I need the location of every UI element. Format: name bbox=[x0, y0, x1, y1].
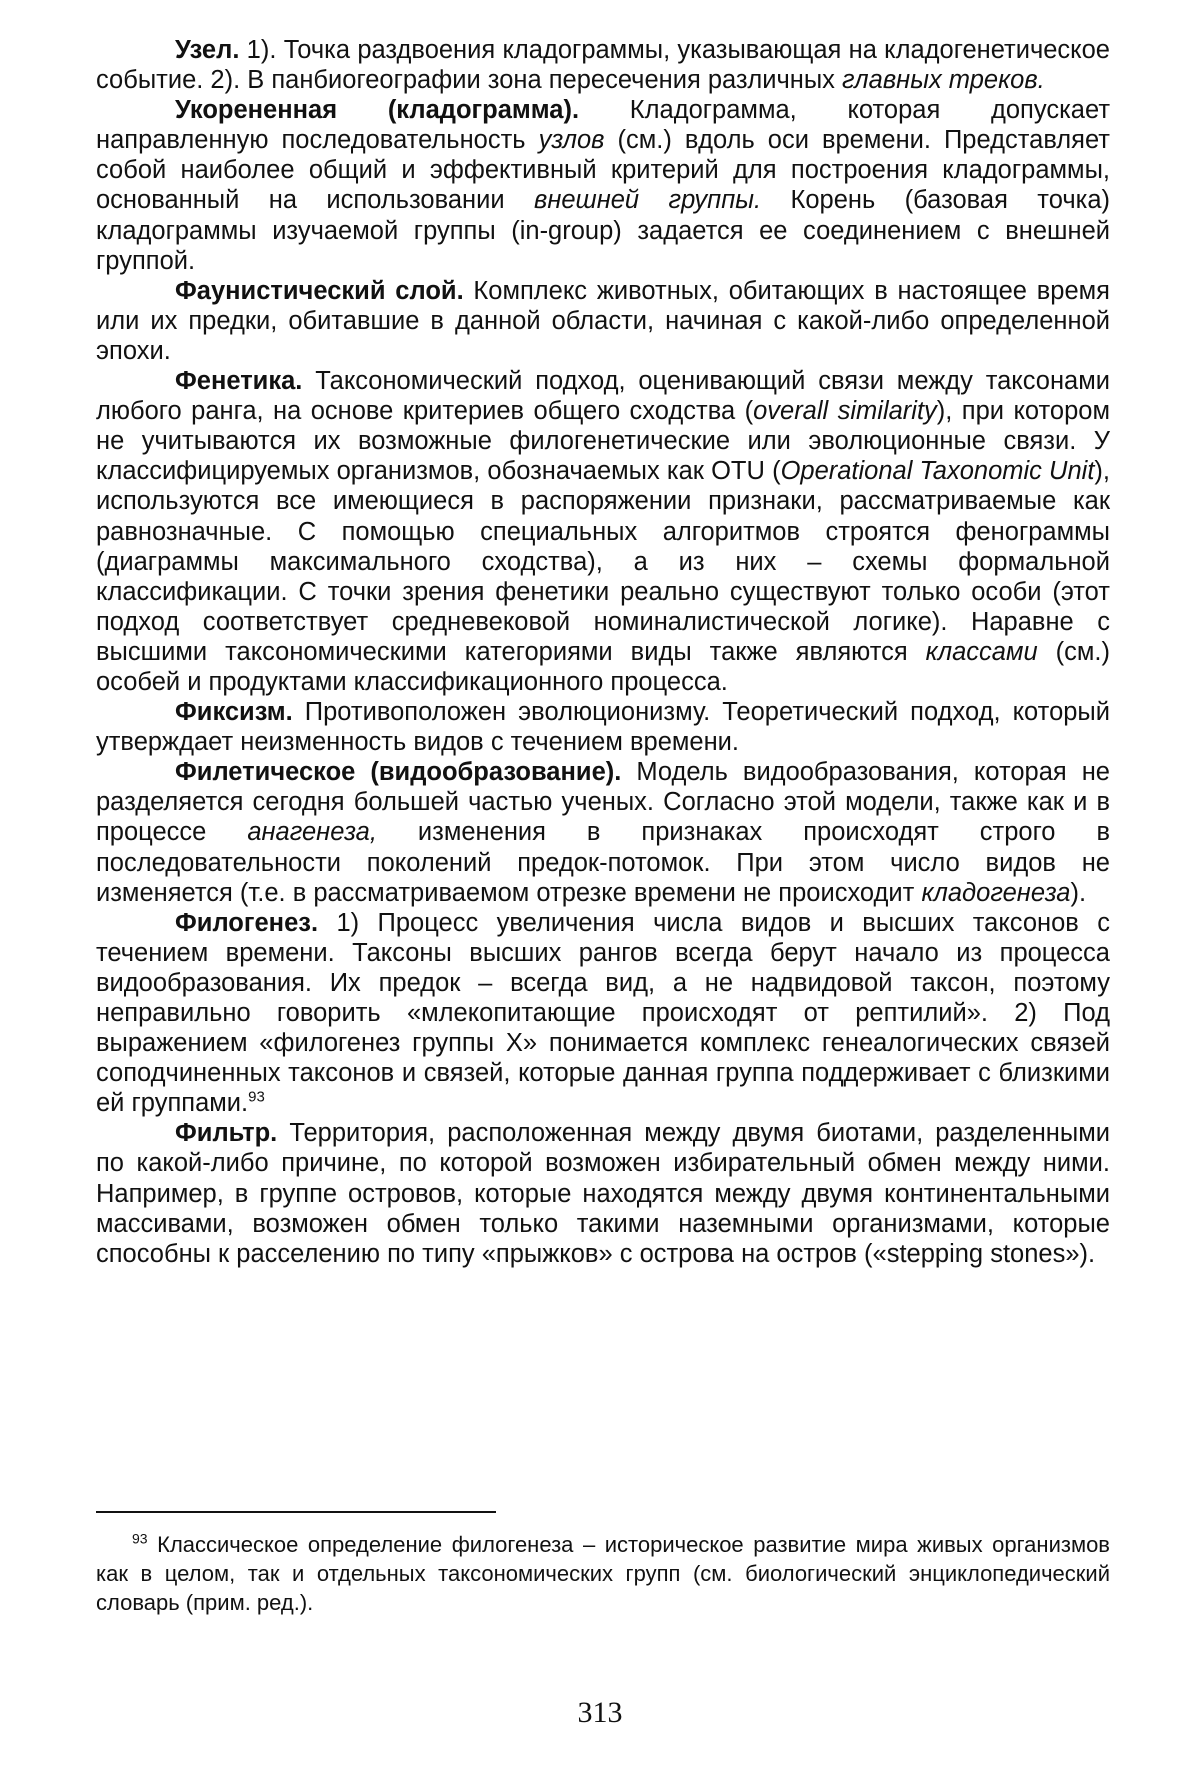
footnote-text: Классическое определение филогенеза – историческое развитие мира живых организмов как в целом, так и отдельных таксономических групп (см. биологический энциклопедический словарь (прим. ред.). bbox=[96, 1532, 1110, 1615]
entry-text: Таксономический подход, оценивающий связи между таксонами любого ранга, на основе критериев общего сходства ( bbox=[96, 367, 1110, 426]
entry-term: Филетическое (видообразование). bbox=[175, 758, 622, 787]
entry-italic-term: Operational Taxonomic Unit bbox=[780, 457, 1095, 486]
entry-italic-term: внешней группы. bbox=[534, 186, 762, 215]
entry-text: ), используются все имеющиеся в распоряжении признаки, рассматриваемые как равнозначные. С помощью специальных алгоритмов строятся фенограммы (диаграммы максимального сходства), а из них – схемы формальной классификации. С точки зрения фенетики реально существуют только особи (этот подход соответствует средневековой номиналистической логике). Наравне с высшими таксономическими категориями виды также являются bbox=[96, 457, 1110, 666]
footnote-reference: 93 bbox=[248, 1088, 265, 1106]
entry-italic-term: главных треков. bbox=[842, 66, 1045, 95]
entry-italic-term: узлов bbox=[538, 126, 605, 155]
entry-text: Корень (базовая точка) кладограммы изучаемой группы (in-group) задается ее соединением с внешней группой. bbox=[96, 186, 1110, 275]
entry-text: (см.) вдоль оси времени. Представляет собой наиболее общий и эффективный критерий для построения кладограммы, основанный на использовании bbox=[96, 126, 1110, 215]
entry-term: Филогенез. bbox=[175, 908, 319, 937]
entry-italic-term: overall similarity bbox=[753, 397, 937, 426]
entry-text: Территория, расположенная между двумя биотами, разделенными по какой-либо причине, по которой возможен избирательный обмен между ними. Например, в группе островов, которые находятся между двумя континентальными массивами, возможен обмен только такими наземными организмами, которые способны к расселению по типу «прыжков» с острова на остров («stepping stones»). bbox=[96, 1119, 1110, 1268]
entry-text: ), при котором не учитываются их возможные филогенетические или эволюционные связи. У классифицируемых организмов, обозначаемых как OTU ( bbox=[96, 397, 1111, 486]
entry-text: Противоположен эволюционизму. Теоретический подход, который утверждает неизменность видов с течением времени. bbox=[96, 698, 1110, 757]
entry-text: (см.) особей и продуктами классификационного процесса. bbox=[96, 637, 1110, 696]
page-body bbox=[96, 32, 1110, 1269]
entry-text: Модель видообразования, которая не разделяется сегодня большей частью ученых. Согласно этой модели, также как и в процессе bbox=[96, 758, 1110, 847]
footnote-separator bbox=[96, 1511, 496, 1513]
entry-term: Фаунистический слой. bbox=[175, 276, 464, 305]
entry-term: Укорененная (кладограмма). bbox=[175, 96, 580, 125]
entry-text: ). bbox=[1070, 878, 1087, 907]
glossary-entry bbox=[96, 95, 1110, 276]
glossary-entry bbox=[96, 1118, 1110, 1268]
entry-text: изменения в признаках происходят строго в последовательности поколений предок-потомок. При этом число видов не изменяется (т.е. в рассматриваемом отрезке времени не происходит bbox=[96, 818, 1110, 907]
glossary-entries bbox=[96, 35, 1110, 1269]
entry-term: Узел. bbox=[175, 36, 240, 64]
footnote bbox=[96, 1530, 1110, 1617]
entry-term: Фиксизм. bbox=[175, 698, 293, 727]
glossary-entry bbox=[96, 908, 1110, 1119]
entry-italic-term: классами bbox=[925, 637, 1038, 666]
page-number: 313 bbox=[577, 1696, 623, 1729]
entry-italic-term: анагенеза, bbox=[247, 818, 377, 847]
glossary-entry bbox=[96, 757, 1110, 907]
entry-term: Фильтр. bbox=[175, 1119, 278, 1148]
glossary-entry bbox=[96, 697, 1110, 757]
glossary-entry bbox=[96, 35, 1110, 95]
glossary-entry bbox=[96, 276, 1110, 366]
entry-text: 1). Точка раздвоения кладограммы, указывающая на кладогенетическое событие. 2). В панбиогеографии зона пересечения различных bbox=[96, 36, 1110, 95]
footnote-marker: 93 bbox=[132, 1530, 148, 1547]
entry-term: Фенетика. bbox=[175, 367, 303, 396]
entry-text: Кладограмма, которая допускает направленную последовательность bbox=[96, 96, 1110, 155]
entry-text: Комплекс животных, обитающих в настоящее время или их предки, обитавшие в данной области, начиная с какой-либо определенной эпохи. bbox=[96, 276, 1110, 365]
glossary-entry bbox=[96, 366, 1110, 697]
entry-text: 1) Процесс увеличения числа видов и высших таксонов с течением времени. Таксоны высших рангов всегда берут начало из процесса видообразования. Их предок – всегда вид, а не надвидовой таксон, поэтому неправильно говорить «млекопитающие происходят от рептилий». 2) Под выражением «филогенез группы Х» понимается комплекс генеалогических связей соподчиненных таксонов и связей, которые данная группа поддерживает с близкими ей группами. bbox=[96, 908, 1110, 1118]
entry-italic-term: кладогенеза bbox=[921, 878, 1071, 907]
